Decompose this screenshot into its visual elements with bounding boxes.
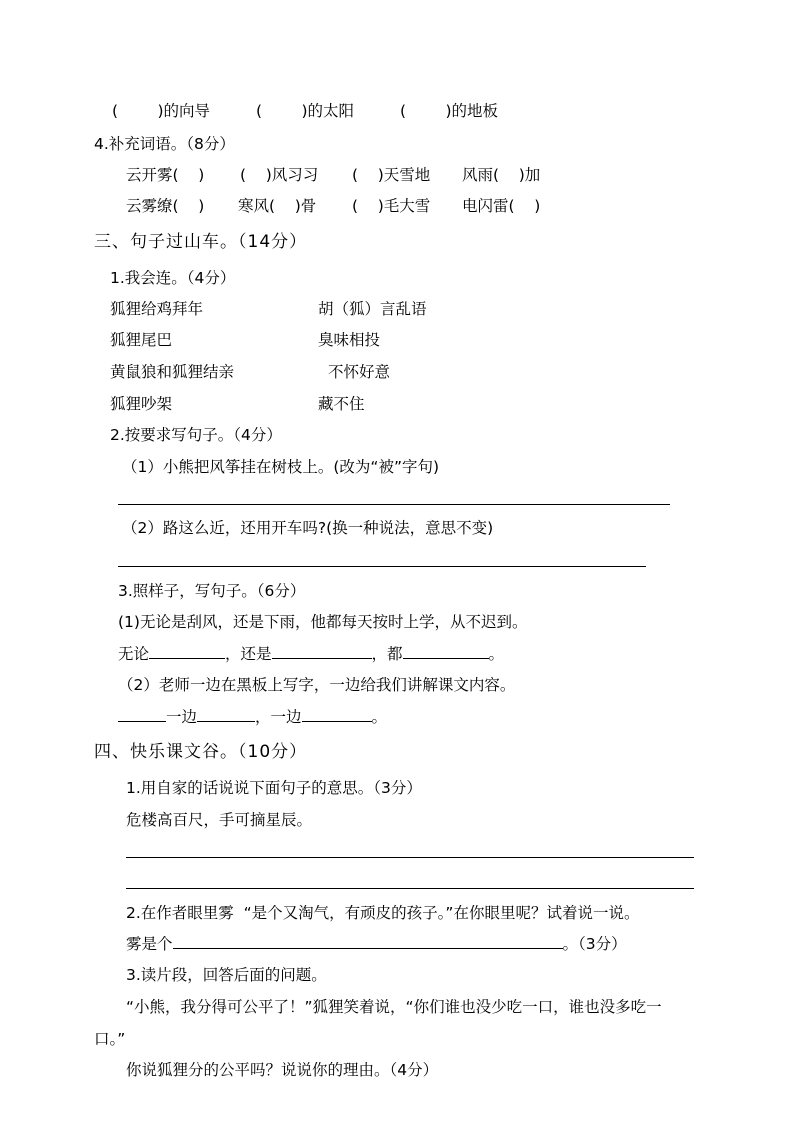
answer-line[interactable] <box>126 857 694 858</box>
fill-word: 。 <box>371 708 388 726</box>
q4-r2-c1: 云雾缭( ) <box>126 197 205 215</box>
match-right-2: 臭味相投 <box>318 331 381 349</box>
match-left-2: 狐狸尾巴 <box>110 331 173 349</box>
q4-r1-c1: 云开雾( ) <box>126 166 205 184</box>
s3-q3-2-fill <box>118 706 387 728</box>
fill-word: 一边 <box>166 708 198 726</box>
q4-r1-c4: 风雨( )加 <box>462 166 541 184</box>
fill-word: ，一边 <box>255 708 302 726</box>
q4-r1-c2: ( )风习习 <box>240 166 319 184</box>
fill-word: 无论 <box>118 645 150 663</box>
blank[interactable] <box>403 643 489 659</box>
s3-q1-title: 1.我会连。（4分） <box>110 269 236 287</box>
match-right-4: 藏不住 <box>318 395 365 413</box>
answer-line[interactable] <box>118 504 670 505</box>
fill-word: 雾是个 <box>126 935 173 953</box>
q4-r1-c3: ( )天雪地 <box>352 166 431 184</box>
s3-q3-1: (1)无论是刮风，还是下雨，他都每天按时上学，从不迟到。 <box>118 613 528 631</box>
match-left-3: 黄鼠狼和狐狸结亲 <box>110 363 235 381</box>
fill-word: ，还是 <box>225 645 272 663</box>
section4-title: 四、快乐课文谷。（10分） <box>94 742 308 762</box>
s4-q1-text: 危楼高百尺，手可摘星辰。 <box>126 811 313 829</box>
s3-q3-title: 3.照样子，写句子。（6分） <box>118 582 306 600</box>
fill-word: ，都 <box>371 645 403 663</box>
answer-line[interactable] <box>126 888 694 889</box>
fill-word: 。 <box>488 645 505 663</box>
q4-r2-c2: 寒风( )骨 <box>238 197 317 215</box>
s4-q3-title: 3.读片段，回答后面的问题。 <box>126 966 327 984</box>
s3-q2-2: （2）路这么近，还用开车吗?(换一种说法，意思不变) <box>122 519 494 537</box>
blank[interactable] <box>173 933 563 949</box>
s3-q2-1: （1）小熊把风筝挂在树枝上。(改为“被”字句) <box>122 458 440 476</box>
s4-q1-title: 1.用自家的话说说下面句子的意思。（3分） <box>126 779 422 797</box>
blank[interactable] <box>272 643 372 659</box>
match-left-1: 狐狸给鸡拜年 <box>110 300 204 318</box>
blank[interactable] <box>149 643 225 659</box>
blank[interactable] <box>197 706 255 722</box>
fill-item-guide: ( )的向导 <box>112 102 211 120</box>
match-right-3: 不怀好意 <box>328 363 391 381</box>
q4-r2-c3: ( )毛大雪 <box>352 197 431 215</box>
s4-q2-title: 2.在作者眼里雾 “是个又淘气，有顽皮的孩子。”在你眼里呢？试着说一说。 <box>126 904 640 922</box>
blank[interactable] <box>302 706 372 722</box>
fill-item-floor: ( )的地板 <box>400 102 499 120</box>
s4-q3-question: 你说狐狸分的公平吗？说说你的理由。（4分） <box>126 1061 439 1079</box>
blank[interactable] <box>118 706 166 722</box>
answer-line[interactable] <box>118 566 646 567</box>
q4-r2-c4: 电闪雷( ) <box>462 197 541 215</box>
match-right-1: 胡（狐）言乱语 <box>318 300 427 318</box>
match-left-4: 狐狸吵架 <box>110 395 173 413</box>
fill-item-sun: ( )的太阳 <box>256 102 355 120</box>
s3-q2-title: 2.按要求写句子。（4分） <box>110 426 282 444</box>
s4-q3-text-2: 口。” <box>94 1030 126 1048</box>
s4-q3-text-1: “小熊，我分得可公平了！”狐狸笑着说，“你们谁也没少吃一口，谁也没多吃一 <box>126 998 662 1016</box>
section3-title: 三、句子过山车。（14分） <box>94 232 308 252</box>
s3-q3-1-fill <box>118 643 504 665</box>
s3-q3-2: （2）老师一边在黑板上写字，一边给我们讲解课文内容。 <box>118 676 516 694</box>
q4-title: 4.补充词语。（8分） <box>94 135 235 153</box>
fill-word: 。（3分） <box>562 935 627 953</box>
s4-q2-fill <box>126 933 627 955</box>
